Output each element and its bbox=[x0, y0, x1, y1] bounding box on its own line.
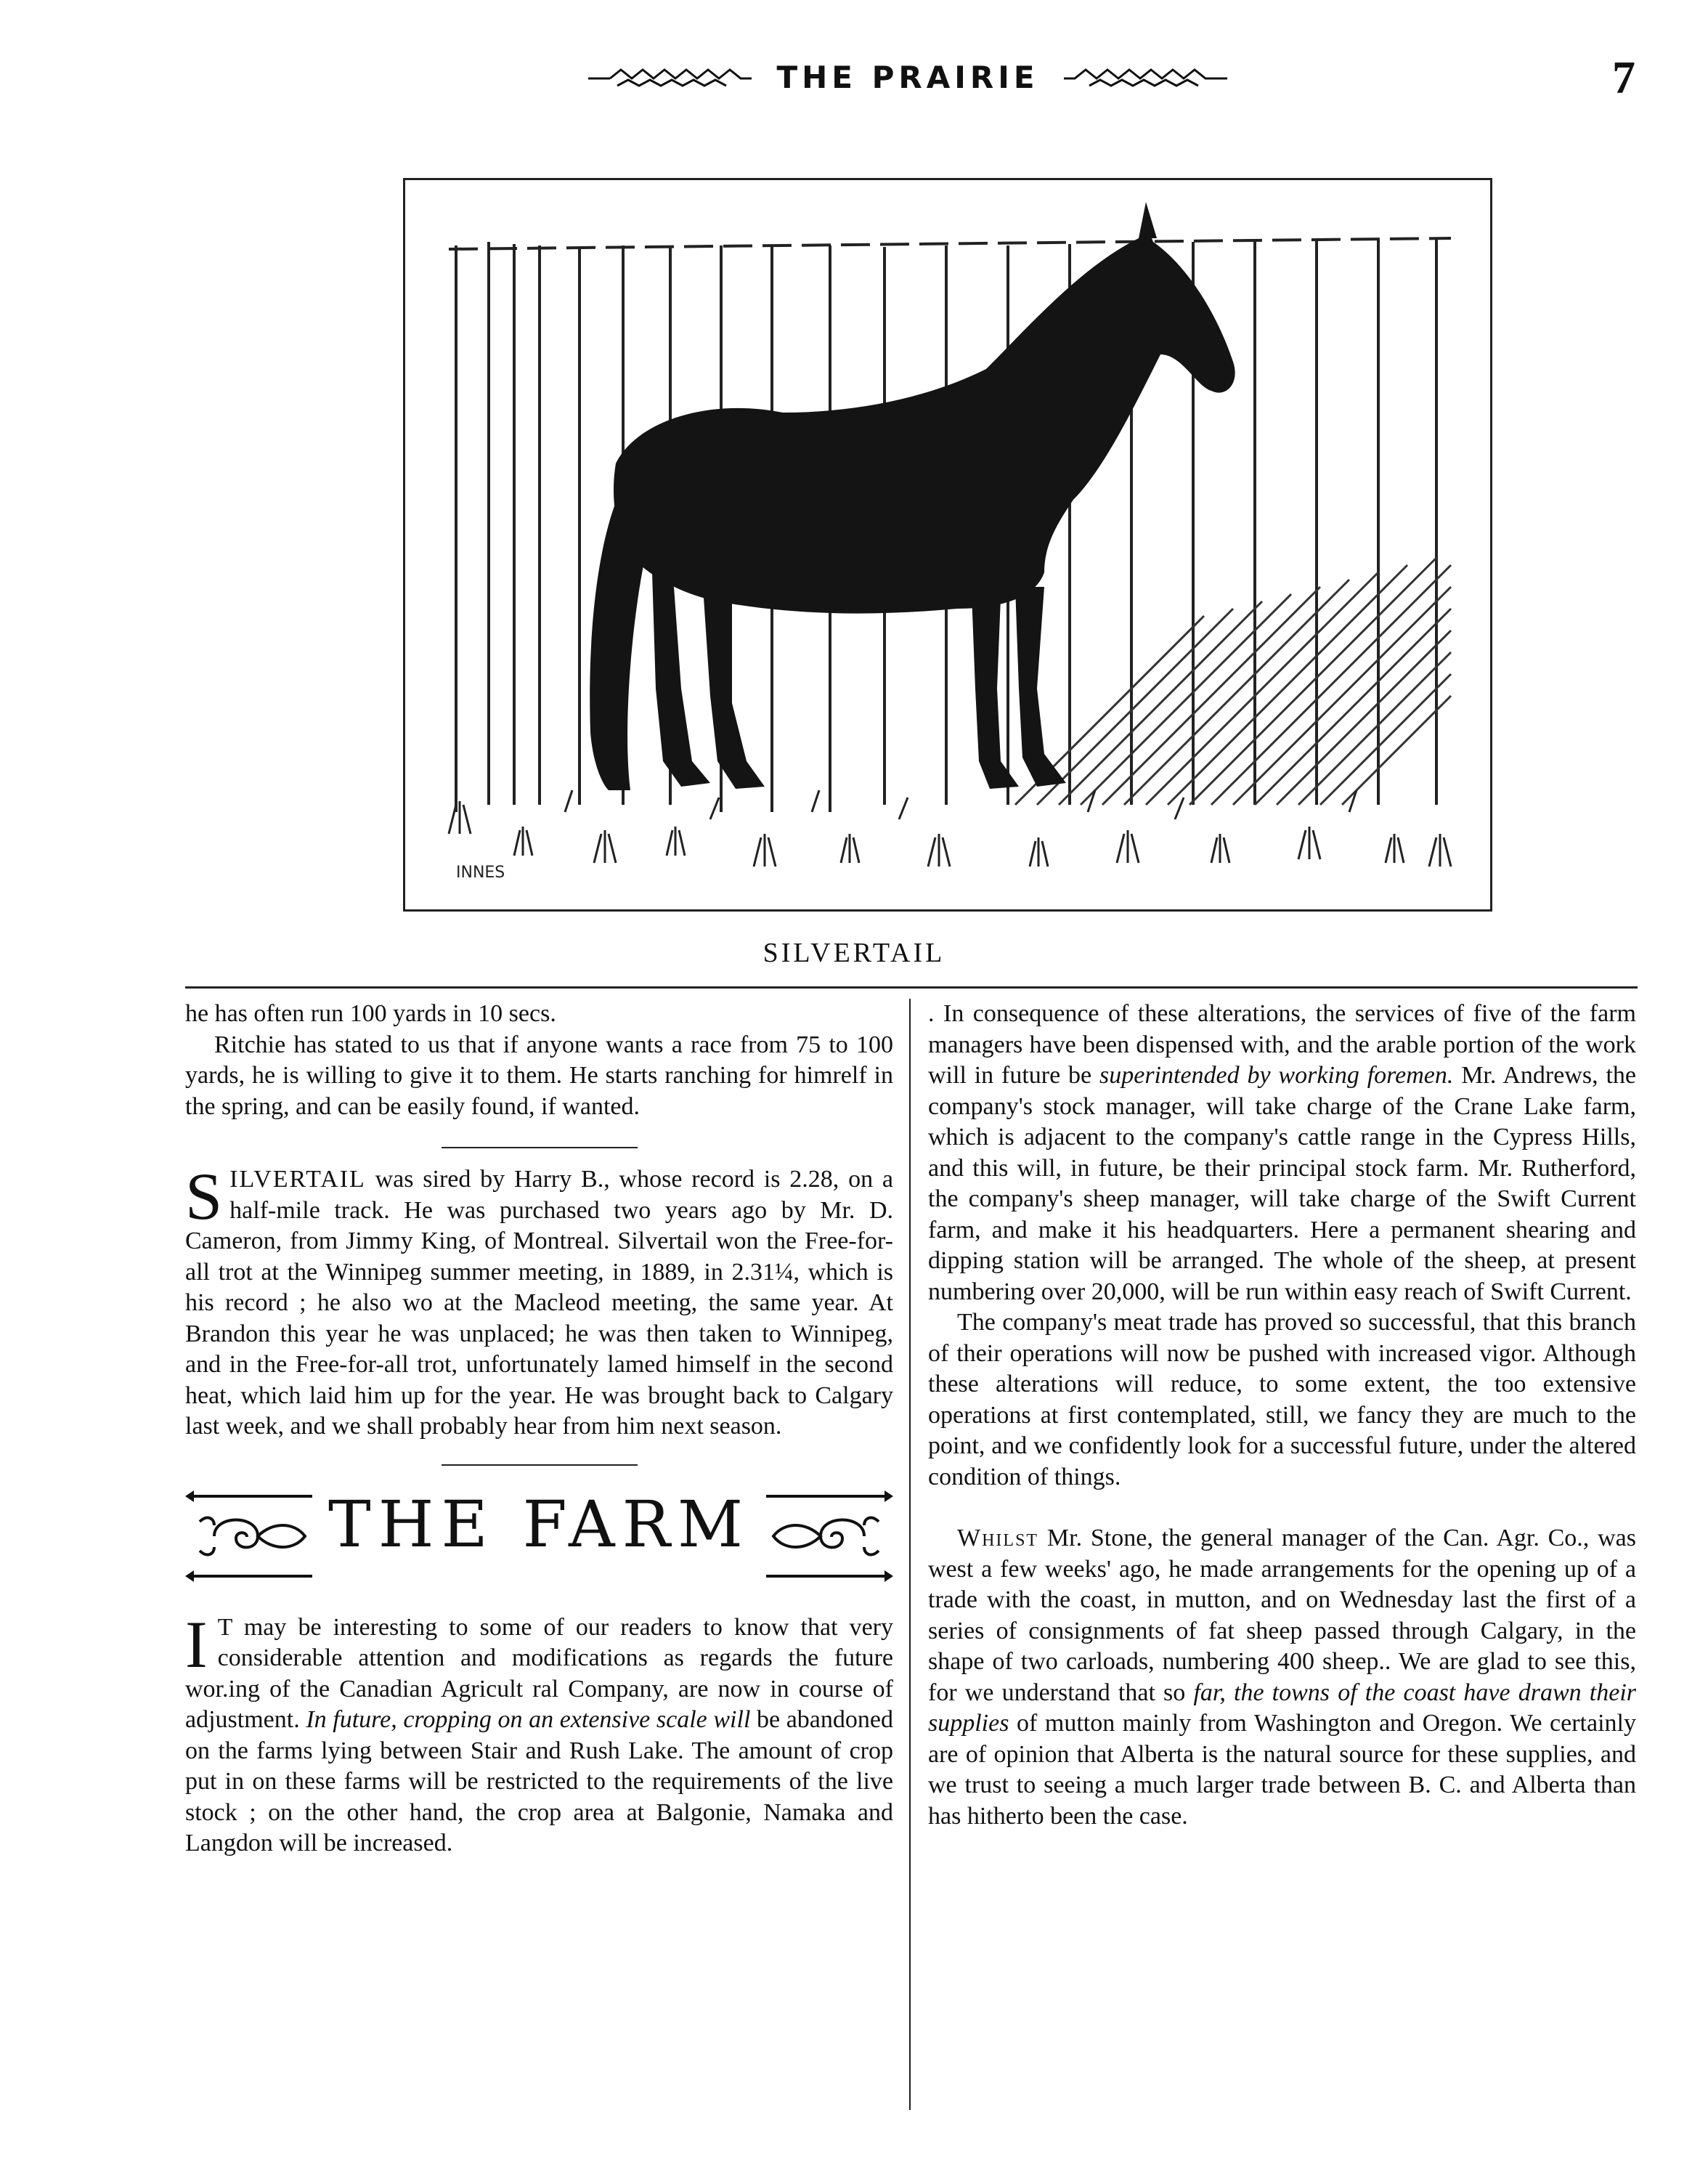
silvertail-body: was sired by Harry B., whose record is 2.28, on a half-mile track. He was purchased two years ago by Mr. D. Cameron, from Jimmy King, of Montreal. Silvertail won the Free-for-all trot at the Winnipeg summer meeting, in 1889, in 2.31¼, which is his record ; he also wo at the Macleod meeting, the same year. At Brandon this year he was unplaced; he was then taken to Winnipeg, and in the Free-for-all trot, unfortunately lamed himself in the second heat, which laid him up for the year. He was brought back to Calgary last week, and we shall probably hear from him next season. bbox=[185, 1166, 893, 1440]
meat-trade-paragraph: The company's meat trade has proved so successful, that this branch of their operations will now be pushed with increased vigor. Although these alterations will reduce, to some extent, the too extensive operations at first contemplated, still, we fancy they are much to the point, and we confidently look for a successful future, under the altered condition of things. bbox=[928, 1309, 1636, 1490]
horse-engraving bbox=[405, 180, 1490, 909]
ritchie-challenge-paragraph: Ritchie has stated to us that if anyone wants a race from 75 to 100 yards, he is willing to give it to them. He starts ranching for himrelf in the spring, and can be easily found, if wanted. bbox=[185, 1031, 893, 1120]
alterations-text-a: . In consequence of these alterations, the services of five of the farm managers have been dispensed with, and the arable portion of the work will in future be bbox=[928, 1000, 1636, 1089]
mutton-trade-paragraph bbox=[928, 1523, 1636, 1832]
artist-signature: INNES bbox=[456, 864, 505, 882]
farm-dropcap: I bbox=[185, 1607, 208, 1681]
left-column bbox=[185, 999, 893, 1859]
mutton-text-a: Mr. Stone, the general manager of the Can. Agr. Co., was west a few weeks' ago, he made arrangements for the opening up of a trade with the coast, in mutton, and on Wednesday last the first of a series of consignments of fat sheep passed through Calgary, in the shape of two carloads, numbering 400 sheep.. We are glad to see this, for we understand that so bbox=[928, 1525, 1636, 1706]
section-divider bbox=[442, 1147, 638, 1148]
the-farm-title: THE FARM bbox=[328, 1486, 750, 1562]
silvertail-dropcap: S bbox=[185, 1159, 223, 1233]
alterations-paragraph bbox=[928, 999, 1636, 1307]
alterations-text-c: Mr. Andrews, the company's stock manager, will take charge of the Crane Lake farm, which is adjacent to the company's cattle range in the Cypress Hills, and this will, in future, be their principal stock farm. Mr. Rutherford, the company's sheep manager, will take charge of the Swift Current farm, and make it his headquarters. Here a permanent shearing and dipping station will be arranged. The whole of the sheep, at present numbering over 20,000, will be run within easy reach of Swift Current. bbox=[928, 1062, 1636, 1305]
farm-text-a: T may be interesting to some of our readers to know that very considerable attention and modifications as regards the future wor.ing of the Canadian Agricult ral Company, are now in course of adjustment. bbox=[185, 1613, 893, 1733]
caption-rule bbox=[185, 986, 1638, 989]
farm-paragraph bbox=[185, 1607, 893, 1859]
mutton-text-italic: far, the towns of the coast have drawn their supplies bbox=[928, 1679, 1636, 1737]
section-divider bbox=[442, 1464, 638, 1466]
the-farm-heading bbox=[185, 1482, 893, 1591]
alterations-text-italic: superintended by working foremen. bbox=[1099, 1062, 1454, 1089]
horse-illustration bbox=[403, 178, 1492, 912]
heading-scroll-ornament-right bbox=[762, 1482, 893, 1591]
figure-caption: SILVERTAIL bbox=[762, 938, 946, 968]
running-title: THE PRAIRIE bbox=[776, 60, 1039, 95]
mutton-lead-word: Whilst bbox=[957, 1525, 1039, 1551]
header-ornament-right bbox=[1064, 64, 1227, 93]
farm-text-italic: In future, cropping on an extensive scale will bbox=[306, 1706, 751, 1733]
column-separator bbox=[909, 999, 911, 2110]
mutton-text-c: of mutton mainly from Washington and Oregon. We certainly are of opinion that Alberta is the natural source for these supplies, and we trust to seeing a much larger trade between B. C. and Alberta than has hitherto been the case. bbox=[928, 1710, 1636, 1830]
silvertail-lead-word: ILVERTAIL bbox=[229, 1166, 366, 1193]
header-ornament-left bbox=[588, 64, 752, 93]
farm-text-c: be abandoned on the farms lying between Stair and Rush Lake. The amount of crop put in on these farms will be restricted to the requirements of the live stock ; on the other hand, the crop area at Balgonie, Namaka and Langdon will be increased. bbox=[185, 1706, 893, 1856]
page-number: 7 bbox=[1612, 52, 1635, 103]
ritchie-paragraph-end: he has often run 100 yards in 10 secs. bbox=[185, 1000, 556, 1027]
right-column bbox=[928, 999, 1636, 1832]
silvertail-paragraph bbox=[185, 1159, 893, 1442]
